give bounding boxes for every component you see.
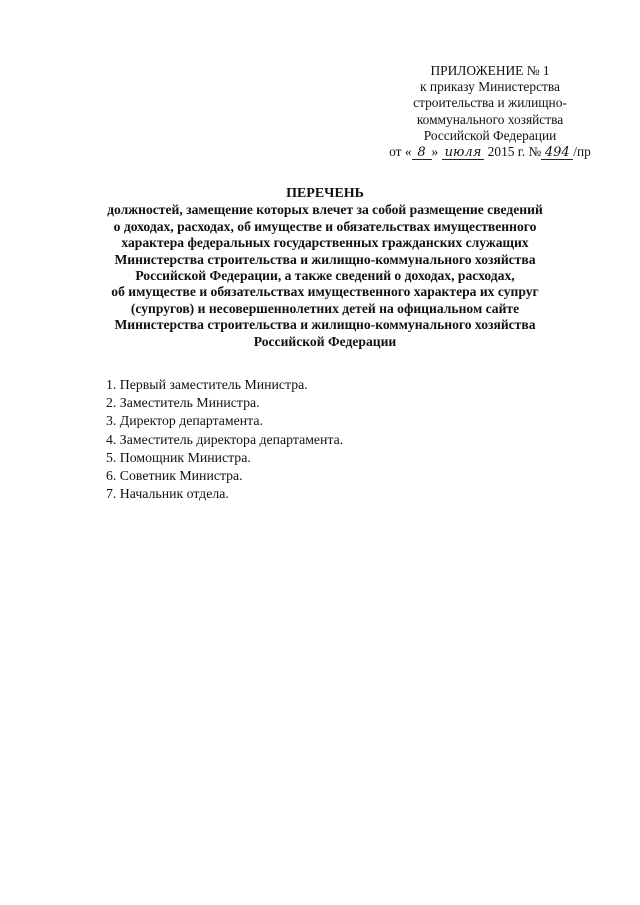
list-item: 7. Начальник отдела. bbox=[106, 486, 229, 502]
title-line: Российской Федерации, а также сведений о доходах, расходах, bbox=[135, 268, 515, 284]
handwritten-order-number: 494 bbox=[541, 146, 573, 160]
appendix-country: Российской Федерации bbox=[423, 127, 557, 143]
list-item: 2. Заместитель Министра. bbox=[106, 395, 260, 411]
appendix-ministry-line2: коммунального хозяйства bbox=[416, 111, 564, 127]
title-line: (супругов) и несовершеннолетних детей на официальном сайте bbox=[130, 300, 520, 316]
document-title bbox=[60, 186, 590, 350]
list-item: 4. Заместитель директора департамента. bbox=[106, 431, 344, 447]
date-year: 2015 г. № bbox=[487, 144, 542, 160]
title-line: Министерства строительства и жилищно-коммунального хозяйства bbox=[114, 251, 536, 267]
list-item: 5. Помощник Министра. bbox=[106, 449, 251, 465]
title-line: Министерства строительства и жилищно-коммунального хозяйства bbox=[114, 317, 536, 333]
order-suffix: /пр bbox=[573, 144, 591, 160]
appendix-order-ref: к приказу Министерства bbox=[420, 79, 560, 95]
title-line: характера федеральных государственных гражданских служащих bbox=[121, 235, 529, 251]
list-item: 6. Советник Министра. bbox=[106, 468, 243, 484]
appendix-title: ПРИЛОЖЕНИЕ № 1 bbox=[430, 63, 550, 78]
title-line: должностей, замещение которых влечет за собой размещение сведений bbox=[107, 202, 543, 218]
title-line: об имуществе и обязательствах имущественного характера их супруг bbox=[111, 284, 539, 300]
order-date-line bbox=[380, 144, 600, 160]
appendix-block bbox=[380, 63, 600, 160]
date-sep: » bbox=[431, 144, 439, 160]
handwritten-day: 8 bbox=[412, 146, 432, 160]
date-prefix: от « bbox=[389, 144, 412, 160]
handwritten-month: июля bbox=[442, 146, 485, 160]
list-item: 1. Первый заместитель Министра. bbox=[106, 377, 308, 392]
positions-list bbox=[106, 376, 343, 503]
appendix-ministry-line1: строительства и жилищно- bbox=[413, 95, 567, 111]
title-line: Российской Федерации bbox=[253, 333, 397, 349]
title-heading: ПЕРЕЧЕНЬ bbox=[286, 186, 364, 201]
list-item: 3. Директор департамента. bbox=[106, 413, 263, 429]
title-line: о доходах, расходах, об имуществе и обязательствах имущественного bbox=[113, 218, 537, 234]
